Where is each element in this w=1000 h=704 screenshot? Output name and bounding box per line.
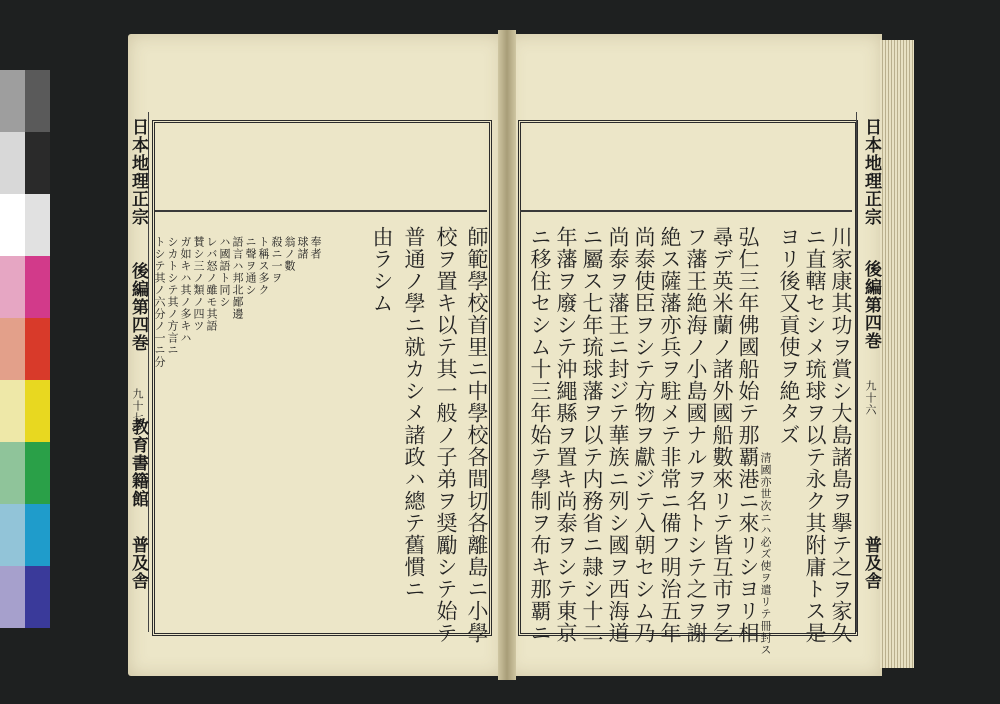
right-header-rule [520, 210, 852, 212]
annotation-column: ハ國語ト同シ [218, 236, 231, 308]
main-text-column: ニ屬ス七年琉球藩ヲ以テ内務省ニ隷シ十二 [580, 226, 604, 644]
color-swatch [25, 380, 50, 442]
right-page-number: 九十六 [864, 380, 877, 416]
color-calibration-chart [0, 70, 50, 630]
main-text-column: 校ヲ置キ以テ其一般ノ子弟ヲ奨勵シテ始テ [434, 226, 458, 644]
left-publisher: 教育書籍館 [128, 418, 148, 508]
color-swatch [25, 194, 50, 256]
color-swatch [0, 442, 25, 504]
main-text-column: 尚泰ヲ藩王ニ封ジテ華族ニ列シ國ヲ西海道 [606, 226, 630, 644]
annotation-column: シカトシテ其ノ方言ニ [166, 236, 179, 356]
main-text-column: 師範學校首里ニ中學校各間切各離島ニ小學 [465, 226, 489, 644]
left-header-section: 後編第四巻 [128, 262, 148, 352]
main-text-column: 弘仁三年佛國船始テ那覇港ニ來リシヨリ相 [736, 226, 760, 644]
right-header-title: 日本地理正宗 [861, 118, 881, 226]
main-text-column: ニ直轄セシメ琉球ヲ以テ永ク其附庸トス是 [803, 226, 827, 644]
main-text-column: 川家康其功ヲ賞シ大島諸島ヲ擧テ之ヲ家久 [829, 226, 853, 644]
color-swatch [0, 132, 25, 194]
annotation-column: ト稱ス多ク [257, 236, 270, 296]
annotation-column: ガ如キハ其ノ多キハ [179, 236, 192, 344]
annotation-column: 殺ニ一ヲ [270, 236, 283, 284]
book-gutter [498, 30, 516, 680]
color-swatch [25, 70, 50, 132]
main-text-column: 年藩ヲ廢シテ沖繩縣ヲ置キ尚泰ヲシテ東京 [554, 226, 578, 644]
right-header-section: 後編第四巻 [861, 260, 881, 350]
color-swatch [25, 132, 50, 194]
color-swatch [25, 566, 50, 628]
main-text-column: 尚泰使臣ヲシテ方物ヲ獻ジテ入朝セシム乃 [632, 226, 656, 644]
annotation-column: ニ聲ヲ通シ [244, 236, 257, 296]
color-swatch [0, 256, 25, 318]
annotation-column: トシテ其ノ六分ノ一ニ分 [153, 236, 166, 368]
color-swatch [0, 194, 25, 256]
color-swatch [25, 504, 50, 566]
color-swatch [0, 70, 25, 132]
left-header-title: 日本地理正宗 [128, 118, 148, 226]
left-page-number: 九十七 [131, 388, 144, 424]
annotation-column: 奉者 [309, 236, 322, 260]
interlinear-note: 清國亦世次ニハ必ズ使ヲ遣リテ冊封ス [759, 452, 772, 656]
annotation-column: 語言ハ邦北鄙邊 [231, 236, 244, 320]
left-header-rule [155, 210, 487, 212]
main-text-column: ニ移住セシム十三年始テ學制ヲ布キ那覇ニ [528, 226, 552, 644]
annotation-column: 球諸 [296, 236, 309, 260]
color-swatch [25, 318, 50, 380]
main-text-column: 普通ノ學ニ就カシメ諸政ハ總テ舊慣ニ [402, 226, 426, 600]
page-stack-edge [880, 40, 914, 668]
annotation-column: 翁ノ數 [283, 236, 296, 272]
main-text-column: ヨリ後又貢使ヲ絶タズ [777, 226, 801, 446]
color-swatch [25, 256, 50, 318]
color-swatch [0, 380, 25, 442]
left-seal: 普及舎 [128, 536, 148, 590]
annotation-column: レバ怒ノ雖モ其語 [205, 236, 218, 332]
color-swatch [0, 566, 25, 628]
right-seal: 普及舎 [861, 536, 881, 590]
main-text-column: 由ラシム [370, 226, 394, 314]
color-swatch [0, 504, 25, 566]
color-swatch [25, 442, 50, 504]
main-text-column: フ藩王絶海ノ小島國ナルヲ名トシテ之ヲ謝 [684, 226, 708, 644]
color-swatch [0, 318, 25, 380]
main-text-column: 絶ス薩藩亦兵ヲ駐メテ非常ニ備フ明治五年 [658, 226, 682, 644]
main-text-column: 尋デ英米蘭ノ諸外國船數來リテ皆互市ヲ乞 [710, 226, 734, 644]
annotation-column: 賛シ三ノ類ノ四ツ [192, 236, 205, 332]
